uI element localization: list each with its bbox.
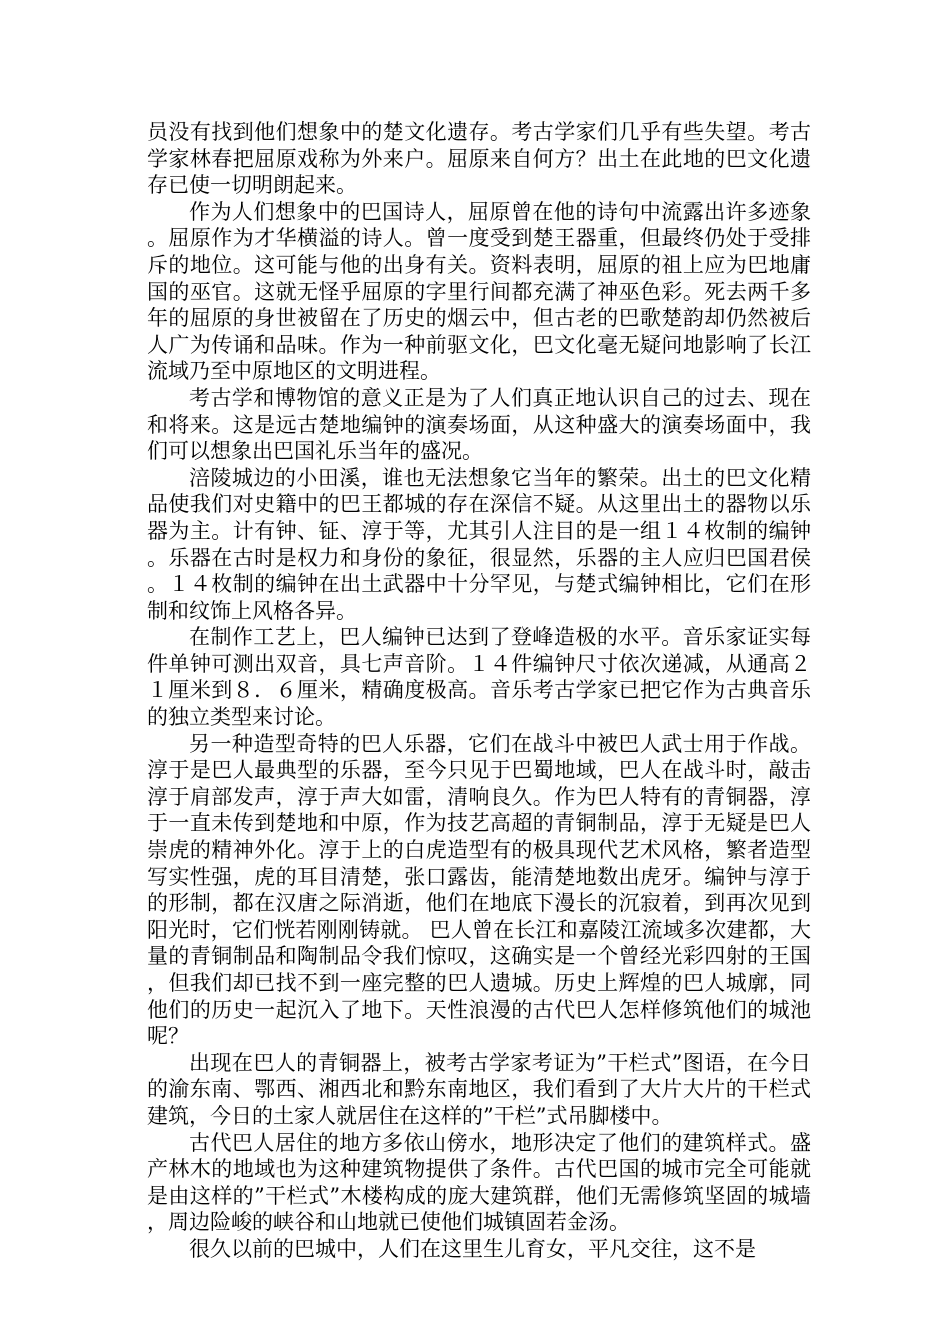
paragraph-8: 古代巴人居住的地方多依山傍水，地形决定了他们的建筑样式。盛产林木的地域也为这种建筑物提供了条件。古代巴国的城市完全可能就是由这样的”干栏式”木楼构成的庞大建筑群，他们无需修筑坚固的城墙，周边险峻的峡谷和山地就已使他们城镇固若金汤。	[147, 1130, 811, 1235]
paragraph-7: 出现在巴人的青铜器上，被考古学家考证为”干栏式”图语，在今日的渝东南、鄂西、湘西北和黔东南地区，我们看到了大片大片的干栏式建筑，今日的土家人就居住在这样的”干栏”式吊脚楼中。	[147, 1050, 811, 1128]
paragraph-6: 另一种造型奇特的巴人乐器，它们在战斗中被巴人武士用于作战。淳于是巴人最典型的乐器，至今只见于巴蜀地域，巴人在战斗时，敲击淳于肩部发声，淳于声大如雷，清响良久。作为巴人特有的青铜器，淳于一直未传到楚地和中原，作为技艺高超的青铜制品，淳于无疑是巴人崇虎的精神外化。淳于上的白虎造型有的极具现代艺术风格，繁者造型写实性强，虎的耳目清楚，张口露齿，能清楚地数出虎牙。编钟与淳于的形制，都在汉唐之际消逝，他们在地底下漫长的沉寂着，到再次见到阳光时，它们恍若刚刚铸就。 巴人曾在长江和嘉陵江流域多次建都，大量的青铜制品和陶制品令我们惊叹，这确实是一个曾经光彩四射的王国，但我们却已找不到一座完整的巴人遗城。历史上辉煌的巴人城廓，同他们的历史一起沉入了地下。天性浪漫的古代巴人怎样修筑他们的城池呢？	[147, 731, 811, 1049]
paragraph-3: 考古学和博物馆的意义正是为了人们真正地认识自己的过去、现在和将来。这是远古楚地编钟的演奏场面，从这种盛大的演奏场面中，我们可以想象出巴国礼乐当年的盛况。	[147, 385, 811, 464]
document-page	[147, 119, 811, 1263]
paragraph-2: 作为人们想象中的巴国诗人，屈原曾在他的诗句中流露出许多迹象。屈原作为才华横溢的诗人。曾一度受到楚王器重，但最终仍处于受排斥的地位。这可能与他的出身有关。资料表明，屈原的祖上应为巴地庸国的巫官。这就无怪乎屈原的字里行间都充满了神巫色彩。死去两千多年的屈原的身世被留在了历史的烟云中，但古老的巴歌楚韵却仍然被后人广为传诵和品味。作为一种前驱文化，巴文化毫无疑问地影响了长江流域乃至中原地区的文明进程。	[147, 199, 811, 384]
paragraph-9: 很久以前的巴城中，人们在这里生儿育女，平凡交往，这不是	[189, 1236, 756, 1261]
paragraph-1: 员没有找到他们想象中的楚文化遗存。考古学家们几乎有些失望。考古学家林春把屈原戏称为外来户。屈原来自何方？出土在此地的巴文化遗存已使一切明朗起来。	[147, 120, 811, 198]
paragraph-5: 在制作工艺上，巴人编钟已达到了登峰造极的水平。音乐家证实每件单钟可测出双音，具七声音阶。１４件编钟尺寸依次递减，从通高２１厘米到８．６厘米，精确度极高。音乐考古学家已把它作为古典音乐的独立类型来讨论。	[147, 625, 811, 730]
paragraph-4: 涪陵城边的小田溪，谁也无法想象它当年的繁荣。出土的巴文化精品使我们对史籍中的巴王都城的存在深信不疑。从这里出土的器物以乐器为主。计有钟、钲、淳于等，尤其引人注目的是一组１４枚制的编钟。乐器在古时是权力和身份的象征，很显然，乐器的主人应归巴国君侯。１４枚制的编钟在出土武器中十分罕见，与楚式编钟相比，它们在形制和纹饰上风格各异。	[147, 465, 811, 623]
